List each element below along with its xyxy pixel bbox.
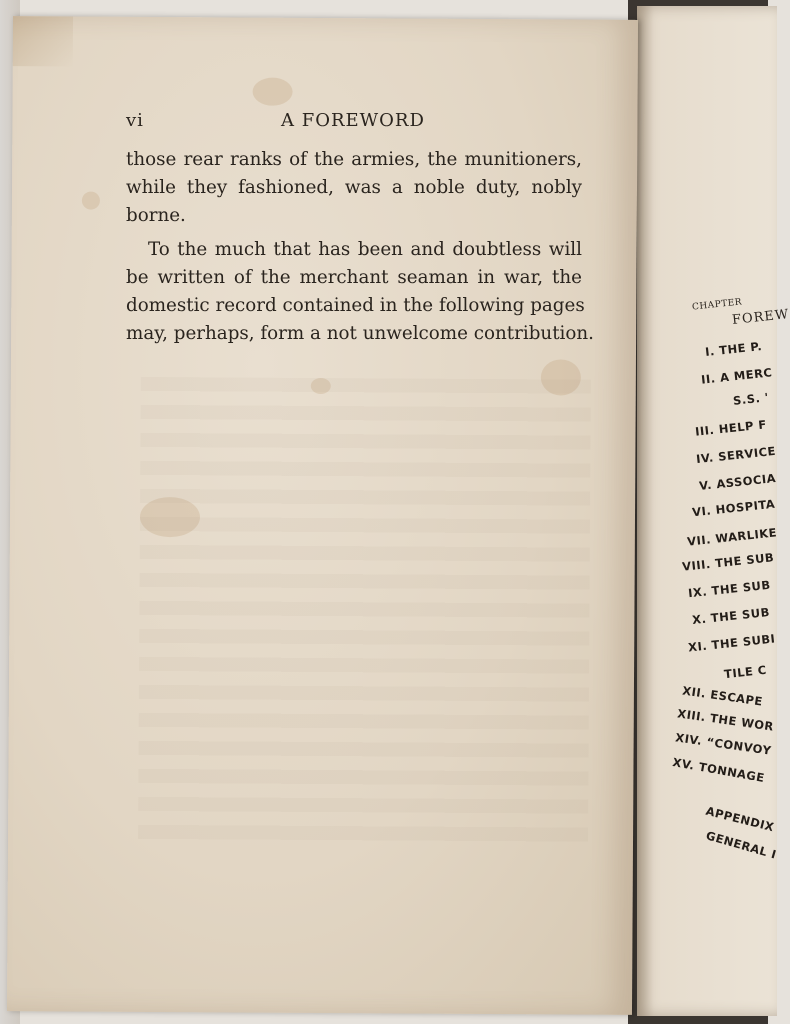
- page-number: vi: [126, 110, 144, 131]
- paragraph: [126, 236, 594, 348]
- text-line: To the much that has been and doubtless will: [148, 239, 582, 260]
- running-head-title: A FOREWORD: [281, 110, 425, 131]
- text-line: while they fashioned, was a noble duty, nobly: [126, 177, 582, 198]
- toc-entry: GENERAL I: [704, 828, 779, 862]
- right-page: [637, 6, 790, 1016]
- toc-entry: IX. THE SUB: [687, 577, 772, 601]
- text-line: be written of the merchant seaman in war, the: [126, 267, 582, 288]
- toc-chapter-label: CHAPTER: [691, 297, 743, 313]
- toc-entry: II. A MERC: [700, 365, 773, 387]
- paper-stain: [82, 192, 100, 210]
- paper-stain: [253, 78, 293, 106]
- paragraph: [126, 146, 582, 230]
- toc-entry: XIII. THE WOR: [676, 706, 775, 734]
- toc-entry: XII. ESCAPE: [681, 683, 764, 709]
- toc-entry: VIII. THE SUB: [681, 550, 775, 574]
- running-head: [126, 110, 582, 138]
- toc-entry: S.S. ': [732, 390, 770, 408]
- toc-entry: VII. WARLIKE: [686, 525, 778, 549]
- toc-entry: XV. TONNAGE: [671, 755, 766, 785]
- text-line: domestic record contained in the following pages: [126, 295, 585, 316]
- toc-entry: XI. THE SUBI: [687, 631, 777, 655]
- bleed-through-text: [138, 377, 591, 850]
- toc-entry: I. THE P.: [704, 339, 763, 359]
- toc-entry: VI. HOSPITA: [691, 496, 776, 520]
- toc-entry: XIV. “CONVOY: [674, 730, 773, 758]
- toc-heading: FOREW: [731, 307, 790, 328]
- toc-entry: III. HELP F: [694, 417, 768, 439]
- text-line: may, perhaps, form a not unwelcome contribution.: [126, 323, 594, 344]
- toc-entry: APPENDIX: [704, 803, 776, 835]
- text-line: those rear ranks of the armies, the munitioners,: [126, 149, 582, 170]
- toc-entry: V. ASSOCIA: [698, 471, 777, 493]
- text-line: borne.: [126, 205, 186, 226]
- toc-entry: X. THE SUB: [691, 604, 771, 628]
- toc-entry: TILE C: [723, 662, 768, 682]
- toc-entry: IV. SERVICE: [695, 443, 777, 467]
- body-text: [126, 146, 594, 354]
